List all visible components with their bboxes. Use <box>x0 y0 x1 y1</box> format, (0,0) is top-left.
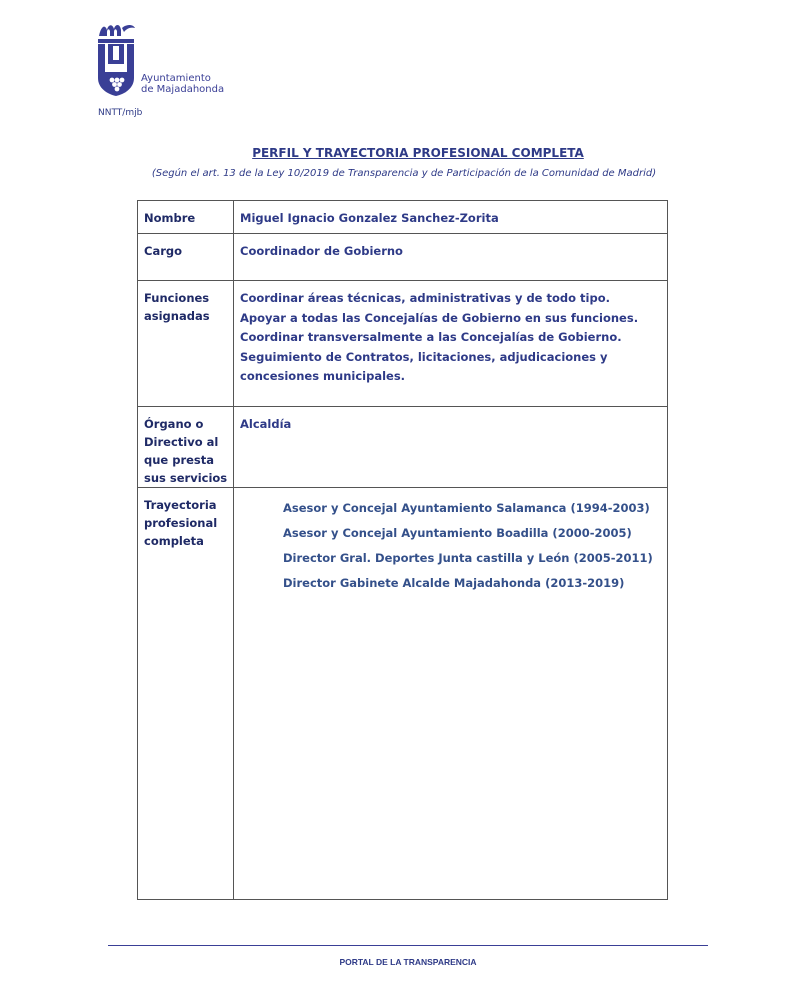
document-subtitle: (Según el art. 13 de la Ley 10/2019 de Transparencia y de Participación de la Comunidad de Madrid) <box>151 168 657 179</box>
nombre-label: Nombre <box>138 201 234 234</box>
footer-text: PORTAL DE LA TRANSPARENCIA <box>339 957 477 967</box>
trayectoria-label: Trayectoria profesional completa <box>138 488 234 900</box>
funcion-item: Coordinar áreas técnicas, administrativas y de todo tipo. <box>240 291 610 305</box>
logo-caption-line1: Ayuntamiento <box>141 73 211 84</box>
logo-caption-line2: de Majadahonda <box>141 84 225 95</box>
trayectoria-item: Asesor y Concejal Ayuntamiento Salamanca (1994-2003) <box>283 501 650 515</box>
cargo-value: Coordinador de Gobierno <box>234 234 668 281</box>
funciones-label: Funciones asignadas <box>138 281 234 407</box>
funcion-item: Coordinar transversalmente a las Concejalías de Gobierno. <box>240 330 622 344</box>
trayectoria-item: Director Gral. Deportes Junta castilla y León (2005-2011) <box>283 551 653 565</box>
row-nombre <box>138 201 668 234</box>
footer-divider <box>108 945 708 946</box>
organo-label: Órgano o Directivo al que presta sus servicios <box>138 407 234 488</box>
funcion-item: Seguimiento de Contratos, licitaciones, adjudicaciones y concesiones municipales. <box>240 349 608 383</box>
logo-caption <box>141 73 224 95</box>
trayectoria-list <box>240 496 661 596</box>
trayectoria-item: Director Gabinete Alcalde Majadahonda (2013-2019) <box>283 576 625 590</box>
cargo-label: Cargo <box>138 234 234 281</box>
row-cargo <box>138 234 668 281</box>
trayectoria-item: Asesor y Concejal Ayuntamiento Boadilla (2000-2005) <box>283 526 632 540</box>
organo-value: Alcaldía <box>234 407 668 488</box>
row-funciones <box>138 281 668 407</box>
reference-code: NNTT/mjb <box>98 108 143 118</box>
funciones-list <box>234 281 668 407</box>
municipal-logo <box>95 22 225 102</box>
profile-table <box>137 200 668 900</box>
trayectoria-list-cell <box>234 488 668 900</box>
row-organo <box>138 407 668 488</box>
funcion-item: Apoyar a todas las Concejalías de Gobierno en sus funciones. <box>240 310 639 325</box>
row-trayectoria <box>138 488 668 900</box>
nombre-value: Miguel Ignacio Gonzalez Sanchez-Zorita <box>234 201 668 234</box>
majadahonda-emblem-icon <box>95 22 137 98</box>
document-title: PERFIL Y TRAYECTORIA PROFESIONAL COMPLETA <box>252 146 584 160</box>
